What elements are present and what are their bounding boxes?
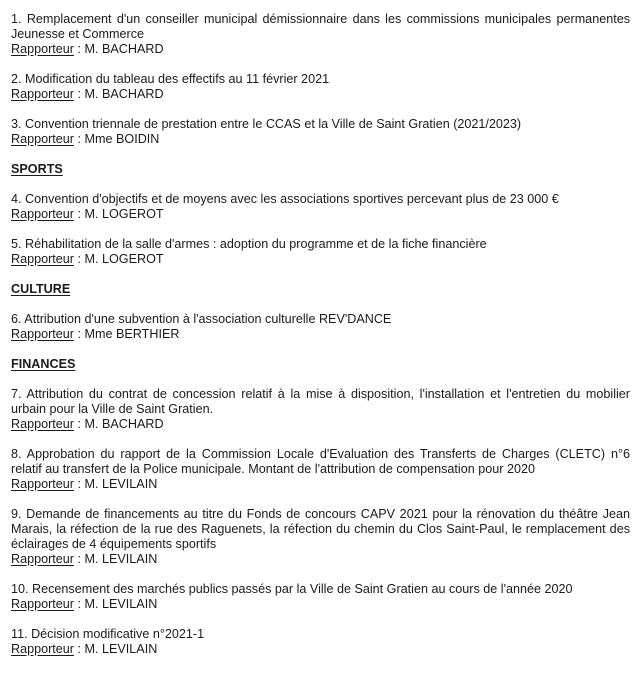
separator: : [74, 642, 85, 656]
separator: : [74, 207, 85, 221]
rapporteur-name: M. LEVILAIN [84, 642, 158, 656]
agenda-item-text: 1. Remplacement d'un conseiller municipal démissionnaire dans les commissions municipales permanentes Jeunesse et Commerce [11, 12, 630, 41]
rapporteur-name: M. LOGEROT [84, 252, 164, 266]
rapporteur-line [11, 327, 630, 342]
separator: : [74, 327, 85, 341]
agenda-item-text: 4. Convention d'objectifs et de moyens avec les associations sportives percevant plus de 23 000 € [11, 192, 559, 206]
agenda-item-text: 10. Recensement des marchés publics passés par la Ville de Saint Gratien au cours de l'année 2020 [11, 582, 573, 596]
agenda-item-8 [11, 447, 630, 492]
rapporteur-name: Mme BERTHIER [84, 327, 180, 341]
rapporteur-name: M. LEVILAIN [84, 597, 158, 611]
rapporteur-name: M. LEVILAIN [84, 477, 158, 491]
rapporteur-line [11, 42, 630, 57]
rapporteur-name: M. BACHARD [84, 42, 164, 56]
rapporteur-line [11, 642, 630, 657]
rapporteur-line [11, 252, 630, 267]
rapporteur-label: Rapporteur [11, 552, 75, 566]
separator: : [74, 87, 85, 101]
rapporteur-line [11, 87, 630, 102]
rapporteur-label: Rapporteur [11, 132, 75, 146]
agenda-item-2 [11, 72, 630, 102]
rapporteur-line [11, 597, 630, 612]
section-heading-culture: CULTURE [11, 282, 71, 296]
agenda-item-5 [11, 237, 630, 267]
agenda-item-1 [11, 12, 630, 57]
section-heading-finances: FINANCES [11, 357, 76, 371]
rapporteur-name: M. BACHARD [84, 87, 164, 101]
separator: : [74, 252, 85, 266]
agenda-item-11 [11, 627, 630, 657]
rapporteur-label: Rapporteur [11, 252, 75, 266]
agenda-item-7 [11, 387, 630, 432]
rapporteur-name: M. LOGEROT [84, 207, 164, 221]
rapporteur-line [11, 417, 630, 432]
agenda-item-text: 6. Attribution d'une subvention à l'association culturelle REV'DANCE [11, 312, 392, 326]
agenda-item-text: 8. Approbation du rapport de la Commission Locale d'Evaluation des Transferts de Charges (CLETC) n°6 relatif au transfert de la Police municipale. Montant de l'attribution de compensation pour 2020 [11, 447, 630, 476]
rapporteur-label: Rapporteur [11, 42, 75, 56]
separator: : [74, 597, 85, 611]
agenda-item-text: 3. Convention triennale de prestation entre le CCAS et la Ville de Saint Gratien (2021/2023) [11, 117, 522, 131]
agenda-item-10 [11, 582, 630, 612]
agenda-item-6 [11, 312, 630, 342]
agenda-item-text: 2. Modification du tableau des effectifs au 11 février 2021 [11, 72, 330, 86]
separator: : [74, 552, 85, 566]
rapporteur-label: Rapporteur [11, 597, 75, 611]
agenda-item-3 [11, 117, 630, 147]
rapporteur-label: Rapporteur [11, 477, 75, 491]
agenda-item-9 [11, 507, 630, 567]
agenda-item-text: 11. Décision modificative n°2021-1 [11, 627, 205, 641]
agenda-item-text: 9. Demande de financements au titre du Fonds de concours CAPV 2021 pour la rénovation du théâtre Jean Marais, la réfection de la rue des Raguenets, la réfection du chemin du Clos Saint-Paul, le remplacement des éclairages de 4 équipements sportifs [11, 507, 630, 551]
rapporteur-name: Mme BOIDIN [84, 132, 160, 146]
rapporteur-name: M. BACHARD [84, 417, 164, 431]
agenda-item-text: 7. Attribution du contrat de concession relatif à la mise à disposition, l'installation et l'entretien du mobilier urbain pour la Ville de Saint Gratien. [11, 387, 630, 416]
rapporteur-label: Rapporteur [11, 87, 75, 101]
rapporteur-line [11, 552, 630, 567]
rapporteur-label: Rapporteur [11, 642, 75, 656]
rapporteur-line [11, 477, 630, 492]
rapporteur-name: M. LEVILAIN [84, 552, 158, 566]
rapporteur-line [11, 207, 630, 222]
separator: : [74, 417, 85, 431]
rapporteur-label: Rapporteur [11, 417, 75, 431]
separator: : [74, 477, 85, 491]
separator: : [74, 132, 85, 146]
section-heading-sports: SPORTS [11, 162, 63, 176]
agenda-item-text: 5. Réhabilitation de la salle d'armes : adoption du programme et de la fiche financière [11, 237, 487, 251]
separator: : [74, 42, 85, 56]
rapporteur-line [11, 132, 630, 147]
agenda-item-4 [11, 192, 630, 222]
rapporteur-label: Rapporteur [11, 327, 75, 341]
rapporteur-label: Rapporteur [11, 207, 75, 221]
